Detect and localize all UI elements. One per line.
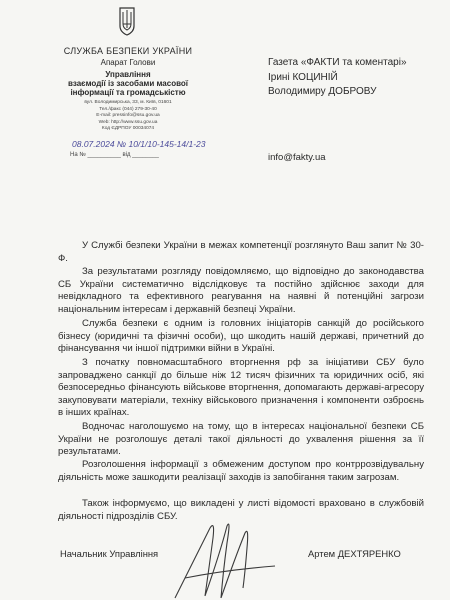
recipient-line: Газета «ФАКТИ та коментарі»: [268, 57, 407, 68]
recipient-line: Володимиру ДОБРОВУ: [268, 86, 377, 97]
unit-name: Управління взаємодії із засобами масової інформації та громадськістю: [67, 70, 189, 97]
reference-line: На № __________ від ________: [70, 152, 159, 158]
recipient-email: info@fakty.ua: [268, 152, 326, 163]
body-paragraph: З початку повномасштабного вторгнення рф за ініціативи СБУ було запроваджено санкції до більше ніж 12 тисяч фізичних та юридичних осіб, які безпосередньо фінансують військове вторгнення, допомагають державі-агресору закуповувати матеріали, техніку військового призначення і компоненти озброєнь в інших країнах.: [58, 357, 424, 419]
trident-emblem-icon: [118, 6, 136, 36]
handwritten-signature: [165, 518, 285, 600]
recipient-line: Ірині КОЦИНІЙ: [268, 71, 338, 83]
body-paragraph: Розголошення інформації з обмеженим доступом про контррозвідувальну діяльність може зашкодити реалізації заходів із запобігання таким загрозам.: [58, 459, 424, 483]
body-paragraph: Служба безпеки є одним із головних ініціаторів санкцій до російського бізнесу (юридичні та фізичні особи), що шкодить нашій державі, причетний до фінансування чи іншої підтримки війни в Україні.: [58, 318, 424, 355]
dept-name: Апарат Голови: [100, 58, 156, 67]
sender-header: [28, 46, 228, 133]
body-paragraph: У Службі безпеки України в межах компетенції розглянуто Ваш запит № 30-Ф.: [58, 240, 424, 264]
body-paragraph: Водночас наголошуємо на тому, що в інтересах національної безпеки СБ України не розголошує деталі такої діяльності до ухвалення рішення за її результатами.: [58, 421, 424, 458]
contact-block: вул. Володимирська, 33, м. Київ, 01601 Тел./факс (044) 279-30-40 E-mail: pressinfo@ssu.gov.ua Web: http://www.ssu.gov.ua Код ЄДРПОУ 00034074: [84, 100, 172, 132]
org-name: СЛУЖБА БЕЗПЕКИ УКРАЇНИ: [63, 46, 193, 56]
recipient-block: [268, 56, 407, 100]
body-paragraph: Також інформуємо, що викладені у листі відомості враховано в службовій діяльності підрозділів СБУ.: [58, 498, 424, 522]
body-paragraph: За результатами розгляду повідомляємо, що відповідно до законодавства СБ України систематично відслідковує та постійно здійснює заходи для невідкладного та ефективного реагування на наявні й потенційні загрози національним інтересам і державній безпеці України.: [58, 266, 424, 315]
signatory-name: Артем ДЕХТЯРЕНКО: [308, 548, 401, 559]
signatory-position: Начальник Управління: [60, 548, 159, 559]
outgoing-number: 08.07.2024 № 10/1/10-145-14/1-23: [72, 139, 206, 149]
